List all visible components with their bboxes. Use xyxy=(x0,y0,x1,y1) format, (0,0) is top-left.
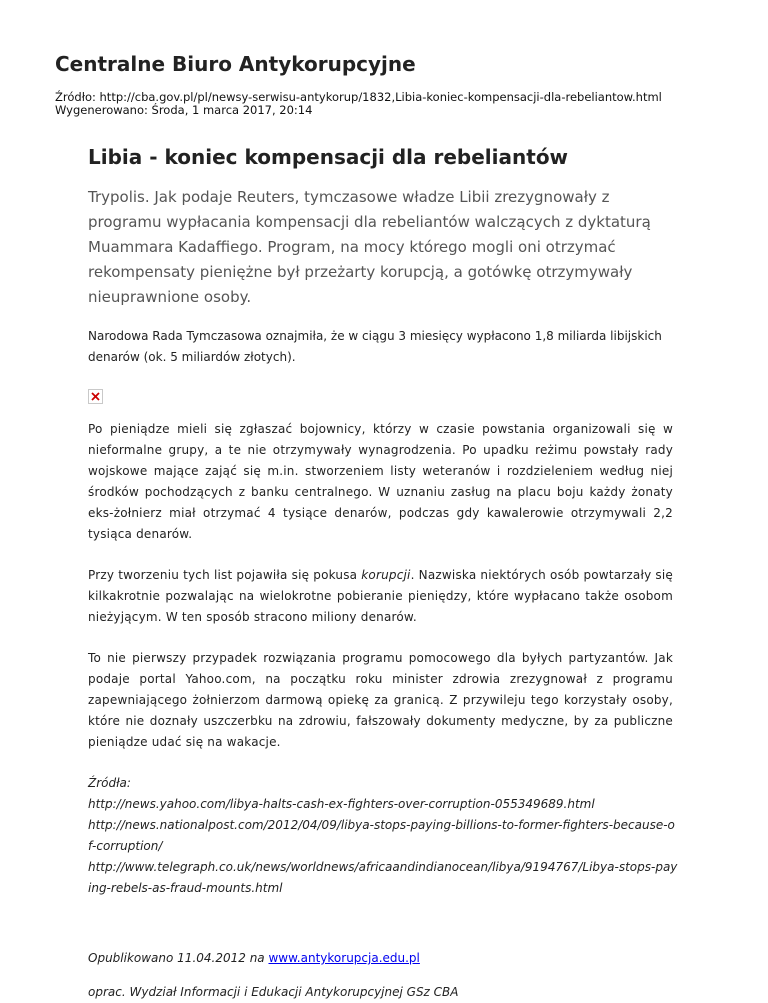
source-url: http://news.yahoo.com/libya-halts-cash-ex-fighters-over-corruption-055349689.html xyxy=(88,797,595,811)
article-lead: Trypolis. Jak podaje Reuters, tymczasowe władze Libii zrezygnowały z programu wypłacania kompensacji dla rebeliantów walczących z dyktaturą Muammara Kadaffiego. Program, na mocy którego mogli oni otrzymać rekompensaty pieniężne był przeżarty korupcją, a gotówkę otrzymywały nieuprawnione osoby. xyxy=(88,188,651,306)
paragraph-3 xyxy=(88,565,673,628)
paragraph-3-emphasis: korupcji xyxy=(361,568,411,582)
source-line: Źródło: http://cba.gov.pl/pl/newsy-serwisu-antykorup/1832,Libia-koniec-kompensacji-dla-rebeliantow.html xyxy=(55,90,662,104)
article-title: Libia - koniec kompensacji dla rebeliantów xyxy=(88,145,569,169)
source-url: http://www.telegraph.co.uk/news/worldnews/africaandindianocean/libya/9194767/Libya-stops-paying-rebels-as-fraud-mounts.html xyxy=(88,860,678,895)
paragraph-1: Narodowa Rada Tymczasowa oznajmiła, że w ciągu 3 miesięcy wypłacono 1,8 miliarda libijskich denarów (ok. 5 miliardów złotych). xyxy=(88,329,662,364)
generated-line: Wygenerowano: Środa, 1 marca 2017, 20:14 xyxy=(55,103,313,117)
paragraph-3-start: Przy tworzeniu tych list pojawiła się pokusa xyxy=(88,568,362,582)
site-title: Centralne Biuro Antykorupcyjne xyxy=(55,52,416,76)
paragraph-4: To nie pierwszy przypadek rozwiązania programu pomocowego dla byłych partyzantów. Jak podaje portal Yahoo.com, na początku roku minister zdrowia zrezygnował z programu zapewniającego żołnierzom darmową opiekę za granicą. Z przywileju tego korzystały osoby, które nie doznały uszczerbku na zdrowiu, fałszowały dokumenty medyczne, by za publiczne pieniądze udać się na wakacje. xyxy=(88,651,673,749)
published-prefix: Opublikowano 11.04.2012 na xyxy=(88,951,269,965)
prepared-by: oprac. Wydział Informacji i Edukacji Antykorupcyjnej GSz CBA xyxy=(88,985,459,999)
broken-image-icon xyxy=(88,389,103,404)
paragraph-2: Po pieniądze mieli się zgłaszać bojownicy, którzy w czasie powstania organizowali się w nieformalne grupy, a te nie otrzymywały wynagrodzenia. Po upadku reżimu powstały rady wojskowe mające zająć się m.in. stworzeniem listy weteranów i rozdzieleniem według niej środków pochodzących z banku centralnego. W uznaniu zasług na placu boju każdy żonaty eks-żołnierz miał otrzymać 4 tysiące denarów, podczas gdy kawalerowie otrzymywali 2,2 tysiąca denarów. xyxy=(88,422,673,541)
article xyxy=(88,143,678,1003)
published-link[interactable]: www.antykorupcja.edu.pl xyxy=(268,951,420,965)
sources-label: Źródła: xyxy=(88,776,131,790)
paragraph-3-end: . Nazwiska niektórych osób powtarzały się kilkakrotnie pozwalając na wielokrotne pobieranie pieniędzy, które wypłacano także osobom nieżyjącym. W ten sposób stracono miliony denarów. xyxy=(88,568,673,624)
source-url: http://news.nationalpost.com/2012/04/09/libya-stops-paying-billions-to-former-fighters-because-of-corruption/ xyxy=(88,818,675,853)
document-meta xyxy=(55,91,662,117)
sources-block xyxy=(88,773,678,899)
published-line xyxy=(88,948,678,969)
